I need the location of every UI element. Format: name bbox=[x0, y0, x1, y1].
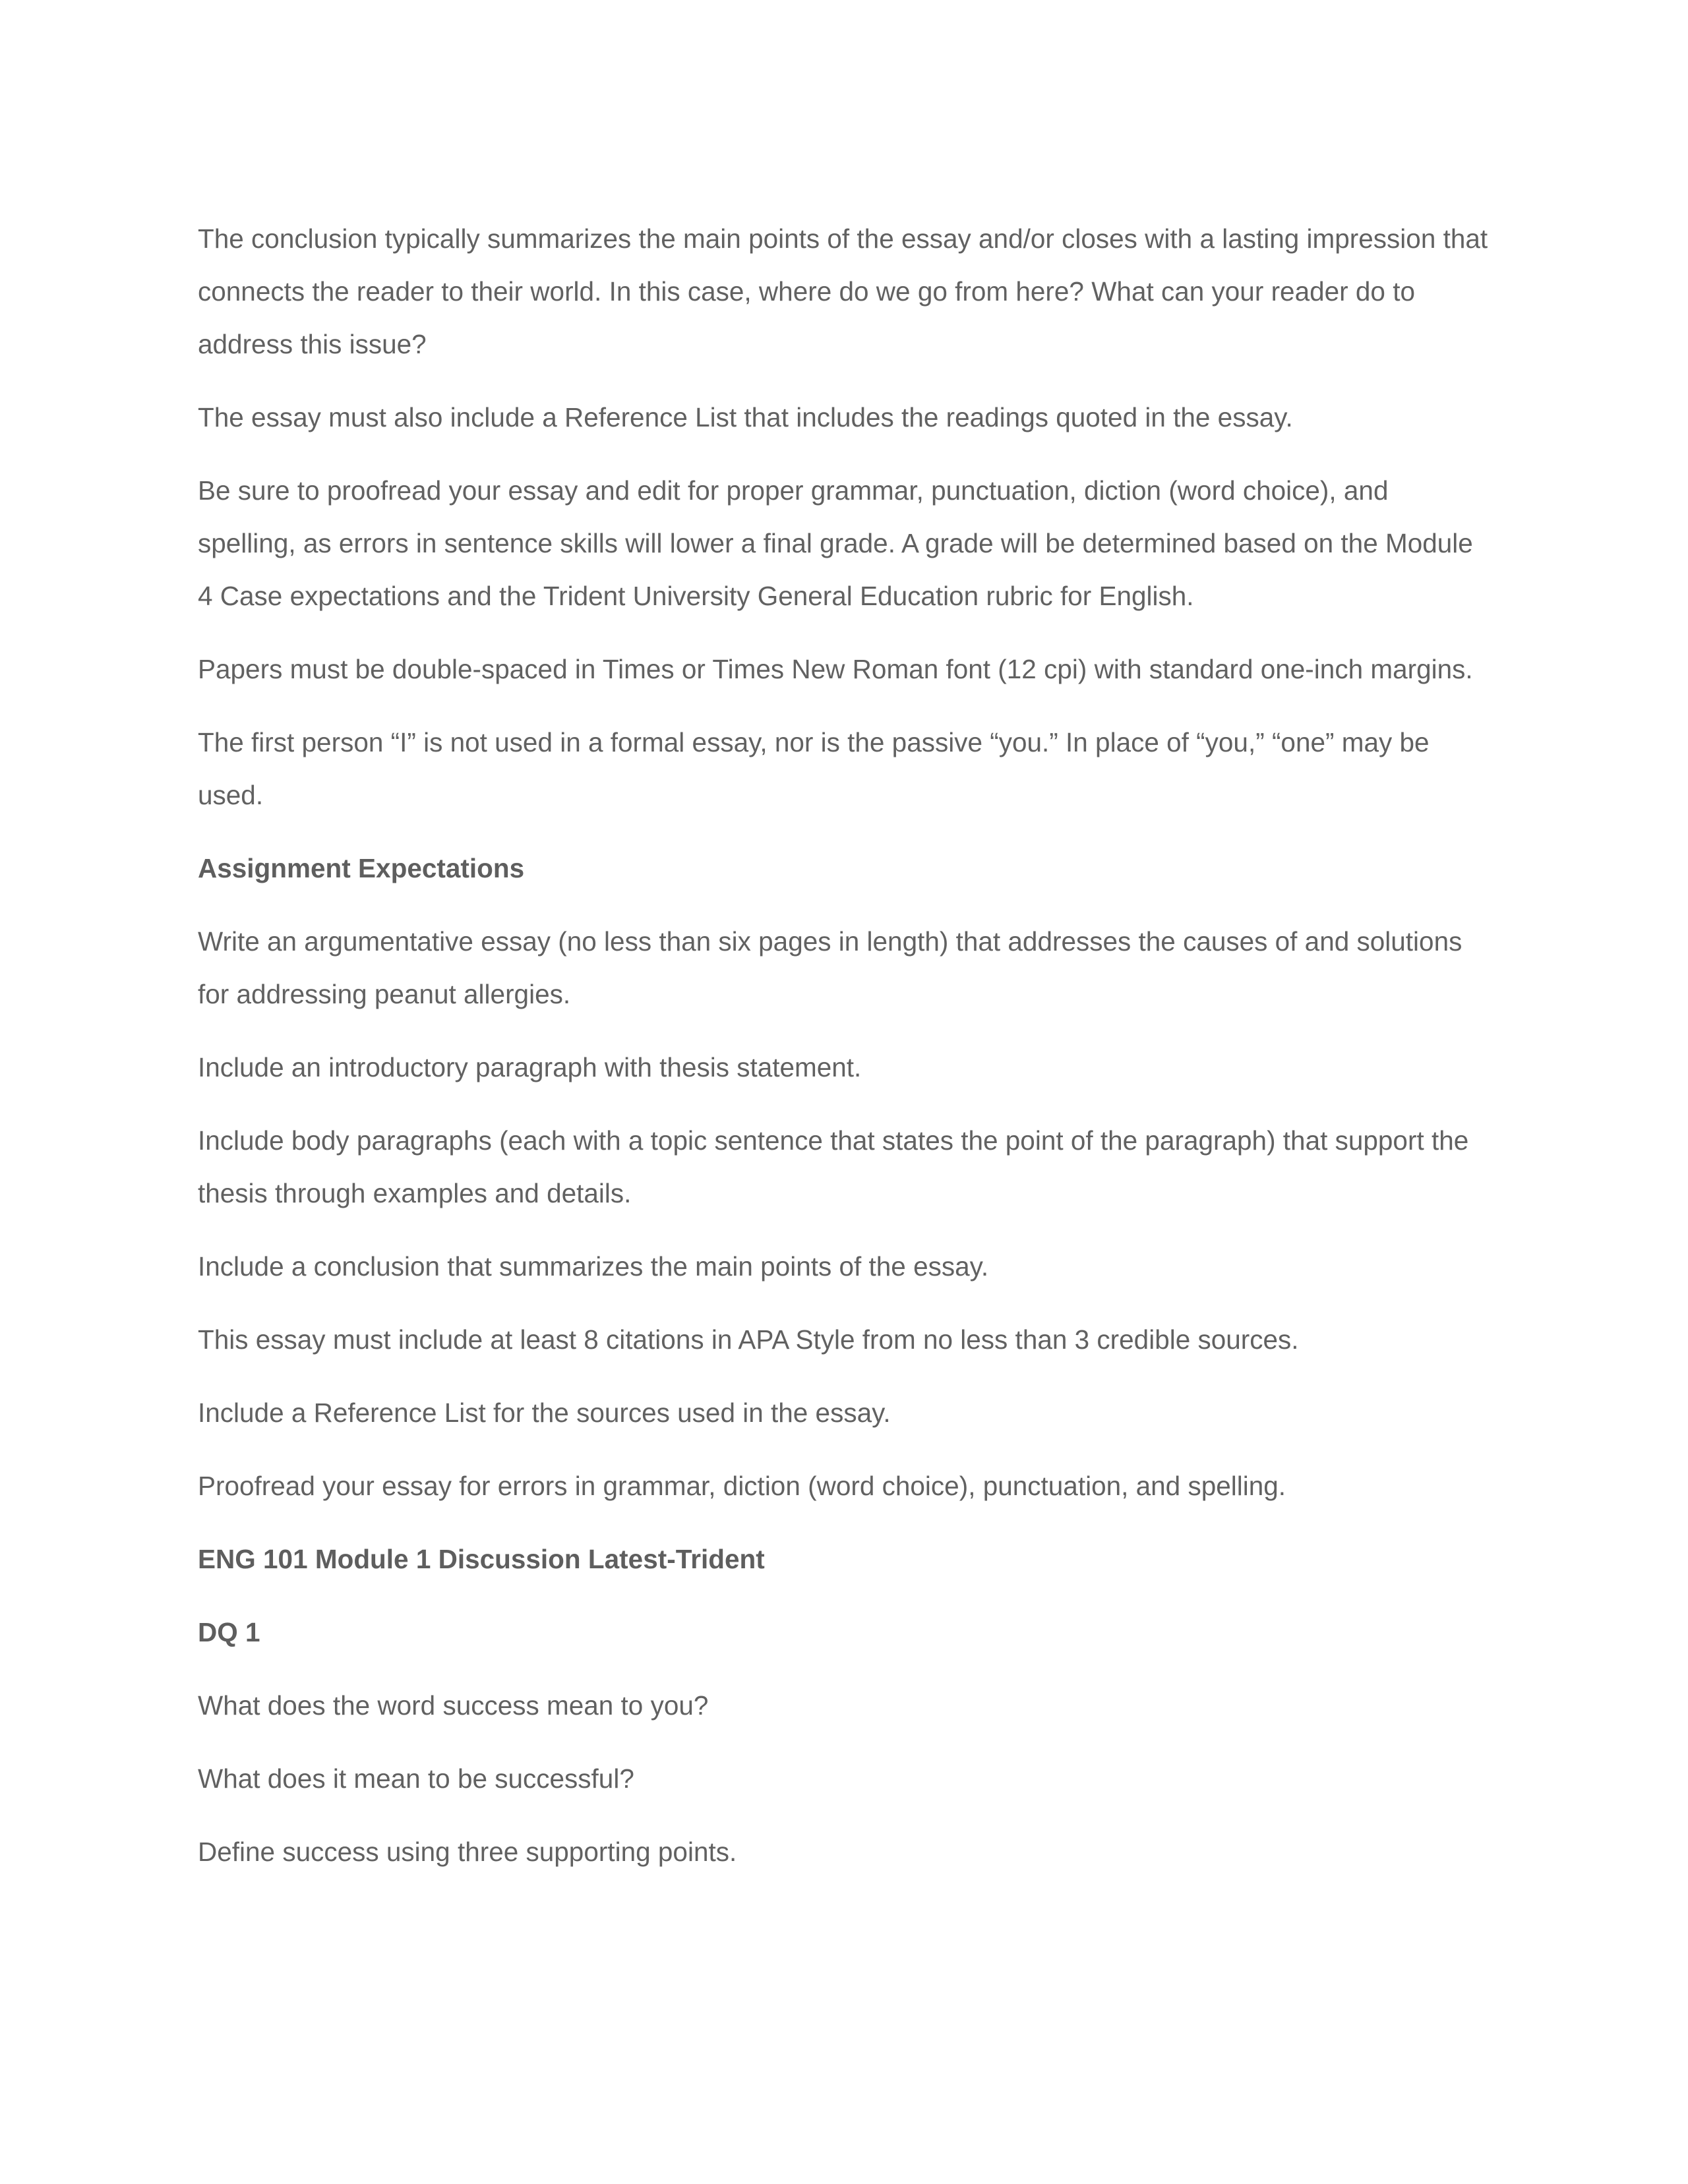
proofread-paragraph: Be sure to proofread your essay and edit for proper grammar, punctuation, diction (word choice), and spelling, as errors in sentence skills will lower a final grade. A grade will be determined based on the Module 4 Case expectations and the Trident University General Education rubric for English. bbox=[198, 475, 1473, 611]
discussion-heading: ENG 101 Module 1 Discussion Latest-Trident bbox=[198, 1544, 765, 1574]
conclusion-paragraph: The conclusion typically summarizes the main points of the essay and/or closes with a lasting impression that connects the reader to their world. In this case, where do we go from here? What can your reader do to address this issue? bbox=[198, 223, 1488, 359]
expectation-item: Include body paragraphs (each with a topic sentence that states the point of the paragraph) that support the thesis through examples and details. bbox=[198, 1125, 1469, 1208]
reference-list-paragraph: The essay must also include a Reference List that includes the readings quoted in the essay. bbox=[198, 402, 1293, 432]
dq-question: What does the word success mean to you? bbox=[198, 1690, 709, 1721]
expectation-item: Include an introductory paragraph with thesis statement. bbox=[198, 1052, 862, 1082]
dq-heading: DQ 1 bbox=[198, 1617, 260, 1647]
dq-question: Define success using three supporting points. bbox=[198, 1837, 737, 1867]
expectation-item: Include a Reference List for the sources used in the essay. bbox=[198, 1398, 891, 1428]
first-person-paragraph: The first person “I” is not used in a formal essay, nor is the passive “you.” In place of “you,” “one” may be used. bbox=[198, 727, 1430, 810]
expectation-item: Proofread your essay for errors in grammar, diction (word choice), punctuation, and spelling. bbox=[198, 1471, 1286, 1501]
expectation-item: Include a conclusion that summarizes the main points of the essay. bbox=[198, 1251, 989, 1282]
dq-question: What does it mean to be successful? bbox=[198, 1763, 634, 1794]
document-body bbox=[198, 212, 1490, 1899]
expectation-item: This essay must include at least 8 citations in APA Style from no less than 3 credible sources. bbox=[198, 1324, 1299, 1355]
expectation-item: Write an argumentative essay (no less than six pages in length) that addresses the causes of and solutions for addressing peanut allergies. bbox=[198, 926, 1462, 1009]
formatting-paragraph: Papers must be double-spaced in Times or Times New Roman font (12 cpi) with standard one-inch margins. bbox=[198, 654, 1473, 684]
assignment-expectations-heading: Assignment Expectations bbox=[198, 853, 525, 883]
